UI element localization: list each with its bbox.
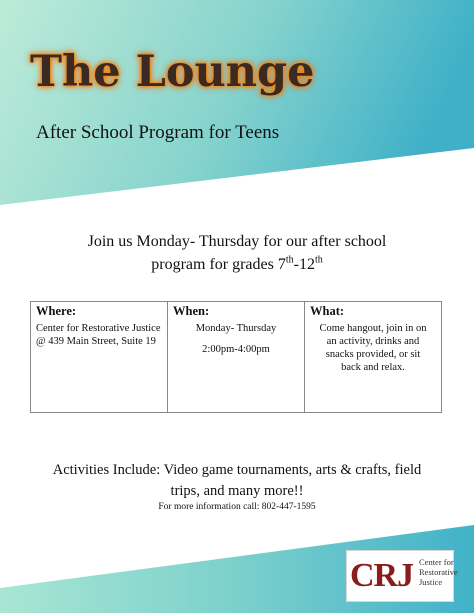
what-line-3: snacks provided, or sit: [325, 349, 421, 360]
contact-info: For more information call: 802-447-1595: [158, 502, 316, 512]
page-title: The Lounge: [30, 47, 315, 97]
when-days: Monday- Thursday: [195, 323, 277, 334]
what-line-2: an activity, drinks and: [326, 336, 420, 347]
grade-start-suffix: th: [285, 254, 294, 266]
what-line-1: Come hangout, join in on: [319, 323, 427, 334]
where-heading: Where:: [36, 304, 77, 318]
what-cell: [305, 302, 442, 413]
what-heading: What:: [310, 304, 345, 318]
activities-line-1: Activities Include: Video game tournaments, arts & crafts, field: [52, 462, 422, 478]
when-time: 2:00pm-4:00pm: [202, 344, 270, 355]
intro-line-1: Join us Monday- Thursday for our after school: [87, 233, 387, 250]
top-gradient-band: [0, 0, 474, 205]
when-heading: When:: [173, 304, 210, 318]
intro-grades-start: program for grades 7: [151, 256, 286, 273]
when-spacer: [173, 335, 299, 343]
where-line-1: Center for Restorative Justice: [36, 323, 161, 334]
intro-text: [40, 230, 434, 276]
activities-line-2: trips, and many more!!: [170, 483, 304, 499]
where-cell: [31, 302, 168, 413]
what-line-4: back and relax.: [341, 362, 405, 373]
where-line-2: @ 439 Main Street, Suite 19: [36, 336, 156, 347]
when-cell: [168, 302, 305, 413]
logo-line-2: Restorative: [419, 567, 458, 577]
crj-logo: [346, 550, 458, 602]
page-subtitle: After School Program for Teens: [36, 122, 280, 143]
logo-line-1: Center for: [419, 557, 454, 567]
logo-line-3: Justice: [419, 577, 443, 587]
intro-grades-end: -12: [293, 256, 315, 273]
logo-letters: CRJ: [350, 557, 414, 594]
info-table: [30, 301, 442, 413]
grade-end-suffix: th: [314, 254, 323, 266]
activities-text: [30, 460, 444, 502]
intro-line-2: [40, 253, 434, 276]
logo-org-name: [419, 557, 458, 587]
